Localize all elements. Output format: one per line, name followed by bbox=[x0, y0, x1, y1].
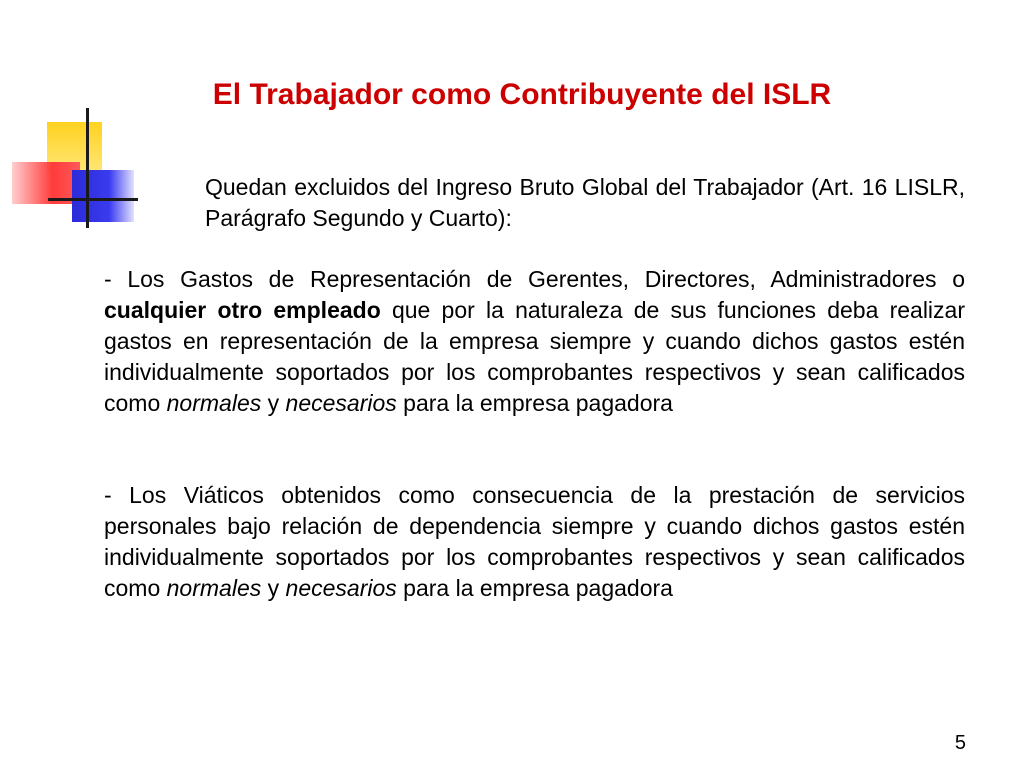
logo-blue-square bbox=[72, 170, 134, 222]
slide-title: El Trabajador como Contribuyente del ISLR bbox=[212, 78, 832, 111]
p2-text-3: para la empresa pagadora bbox=[396, 575, 673, 601]
p1-text-2: que por la naturaleza de sus funciones deba realizar gastos en representación de la empresa siempre y cuando dichos gastos estén individualmente soportados por los comprobantes respectivos y sean calificados como bbox=[104, 297, 965, 416]
p2-text-2: y bbox=[261, 575, 286, 601]
p1-text-4: para la empresa pagadora bbox=[396, 390, 673, 416]
paragraph-representation-expenses bbox=[104, 264, 965, 419]
p2-text-1: - Los Viáticos obtenidos como consecuencia de la prestación de servicios personales bajo relación de dependencia siempre y cuando dichos gastos estén individualmente soportados por los comprobantes respectivos y sean calificados como bbox=[104, 482, 965, 601]
p1-italic-2: necesarios bbox=[285, 390, 397, 416]
paragraph-travel-expenses bbox=[104, 480, 965, 604]
logo-vertical-line bbox=[86, 108, 89, 228]
p1-text-1: - Los Gastos de Representación de Gerentes, Directores, Administradores o bbox=[104, 266, 965, 292]
p1-text-3: y bbox=[261, 390, 286, 416]
p1-bold-1: cualquier otro empleado bbox=[104, 297, 381, 323]
slide-subtitle: Quedan excluidos del Ingreso Bruto Global del Trabajador (Art. 16 LISLR, Parágrafo Segundo y Cuarto): bbox=[205, 174, 965, 231]
p1-italic-1: normales bbox=[166, 390, 262, 416]
logo-horizontal-line bbox=[48, 198, 138, 201]
p2-italic-2: necesarios bbox=[285, 575, 397, 601]
page-number: 5 bbox=[954, 732, 966, 754]
p2-italic-1: normales bbox=[166, 575, 262, 601]
